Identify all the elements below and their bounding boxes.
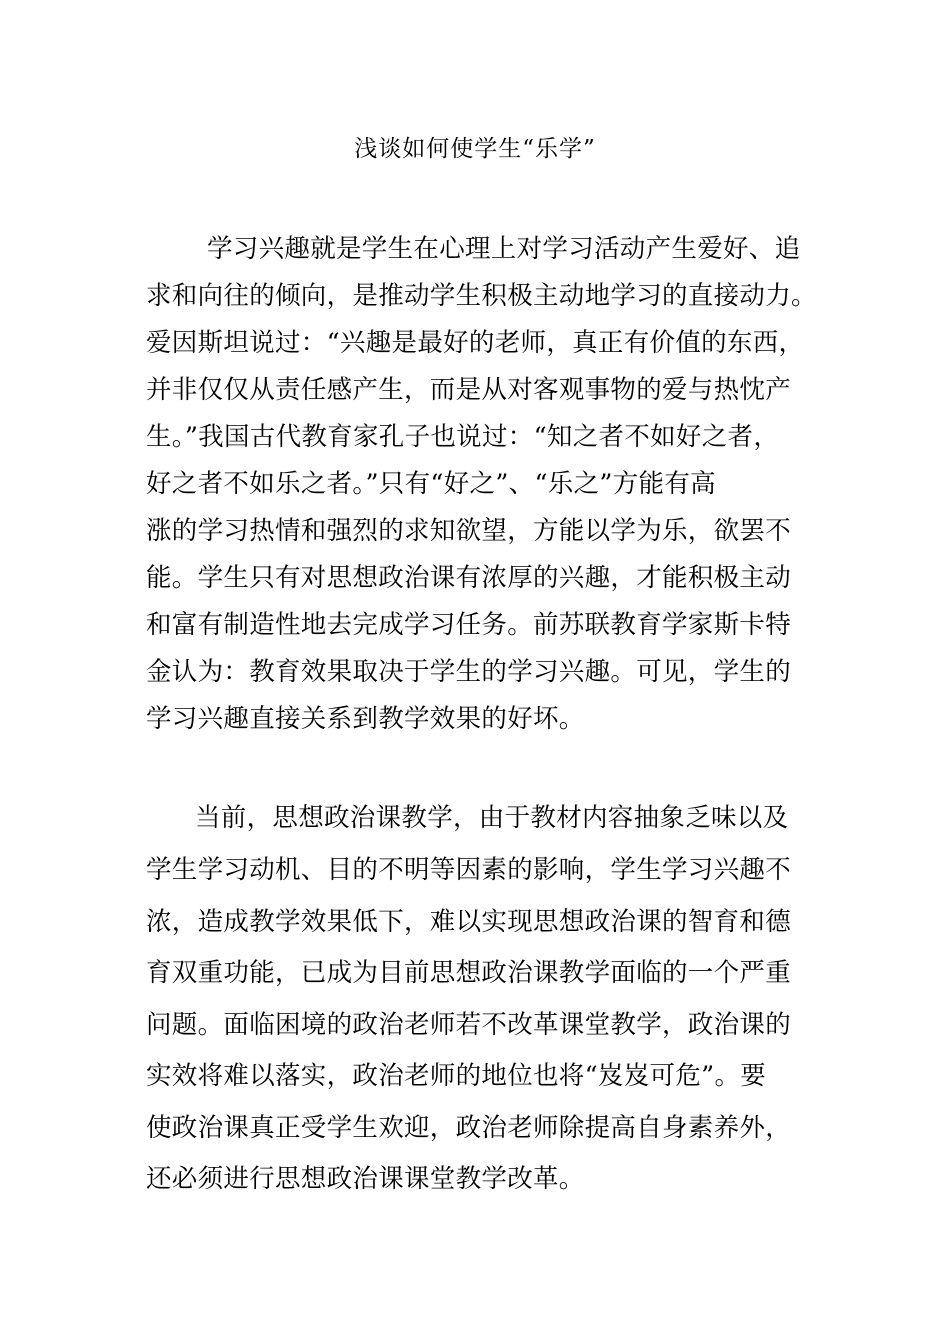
paragraph-line: 生。”我国古代教育家孔子也说过：“知之者不如好之者， <box>146 422 780 452</box>
paragraph-line: 爱因斯坦说过：“兴趣是最好的老师，真正有价值的东西， <box>146 328 805 358</box>
paragraph-line: 育双重功能，已成为目前思想政治课教学面临的一个严重 <box>146 958 792 988</box>
paragraph-line: 还必须进行思想政治课课堂教学改革。 <box>146 1164 585 1194</box>
paragraph-line: 当前，思想政治课教学，由于教材内容抽象乏味以及 <box>195 803 789 833</box>
paragraph-line: 好之者不如乐之者。”只有“好之”、“乐之”方能有高 <box>146 469 716 499</box>
paragraph-line: 实效将难以落实，政治老师的地位也将“岌岌可危”。要 <box>146 1061 767 1091</box>
paragraph-line: 问题。面临困境的政治老师若不改革课堂教学，政治课的 <box>146 1010 792 1040</box>
paragraph-line: 并非仅仅从责任感产生，而是从对客观事物的爱与热忱产 <box>146 375 792 405</box>
paragraph-line: 能。学生只有对思想政治课有浓厚的兴趣，才能积极主动 <box>146 563 792 593</box>
paragraph-line: 浓，造成教学效果低下，难以实现思想政治课的智育和德 <box>146 907 792 937</box>
paragraph-line: 学生学习动机、目的不明等因素的影响，学生学习兴趣不 <box>146 855 792 885</box>
paragraph-line: 和富有制造性地去完成学习任务。前苏联教育学家斯卡特 <box>146 610 792 640</box>
paragraph-line: 涨的学习热情和强烈的求知欲望，方能以学为乐，欲罢不 <box>146 516 792 546</box>
paragraph-line: 学习兴趣就是学生在心理上对学习活动产生爱好、追 <box>207 234 801 264</box>
paragraph-line: 金认为：教育效果取决于学生的学习兴趣。可见，学生的 <box>146 657 792 687</box>
document-title: 浅谈如何使学生“乐学” <box>354 136 596 162</box>
paragraph-line: 学习兴趣直接关系到教学效果的好坏。 <box>146 704 585 734</box>
paragraph-line: 求和向往的倾向，是推动学生积极主动地学习的直接动力。 <box>146 281 817 311</box>
paragraph-line: 使政治课真正受学生欢迎，政治老师除提高自身素养外， <box>146 1113 792 1143</box>
